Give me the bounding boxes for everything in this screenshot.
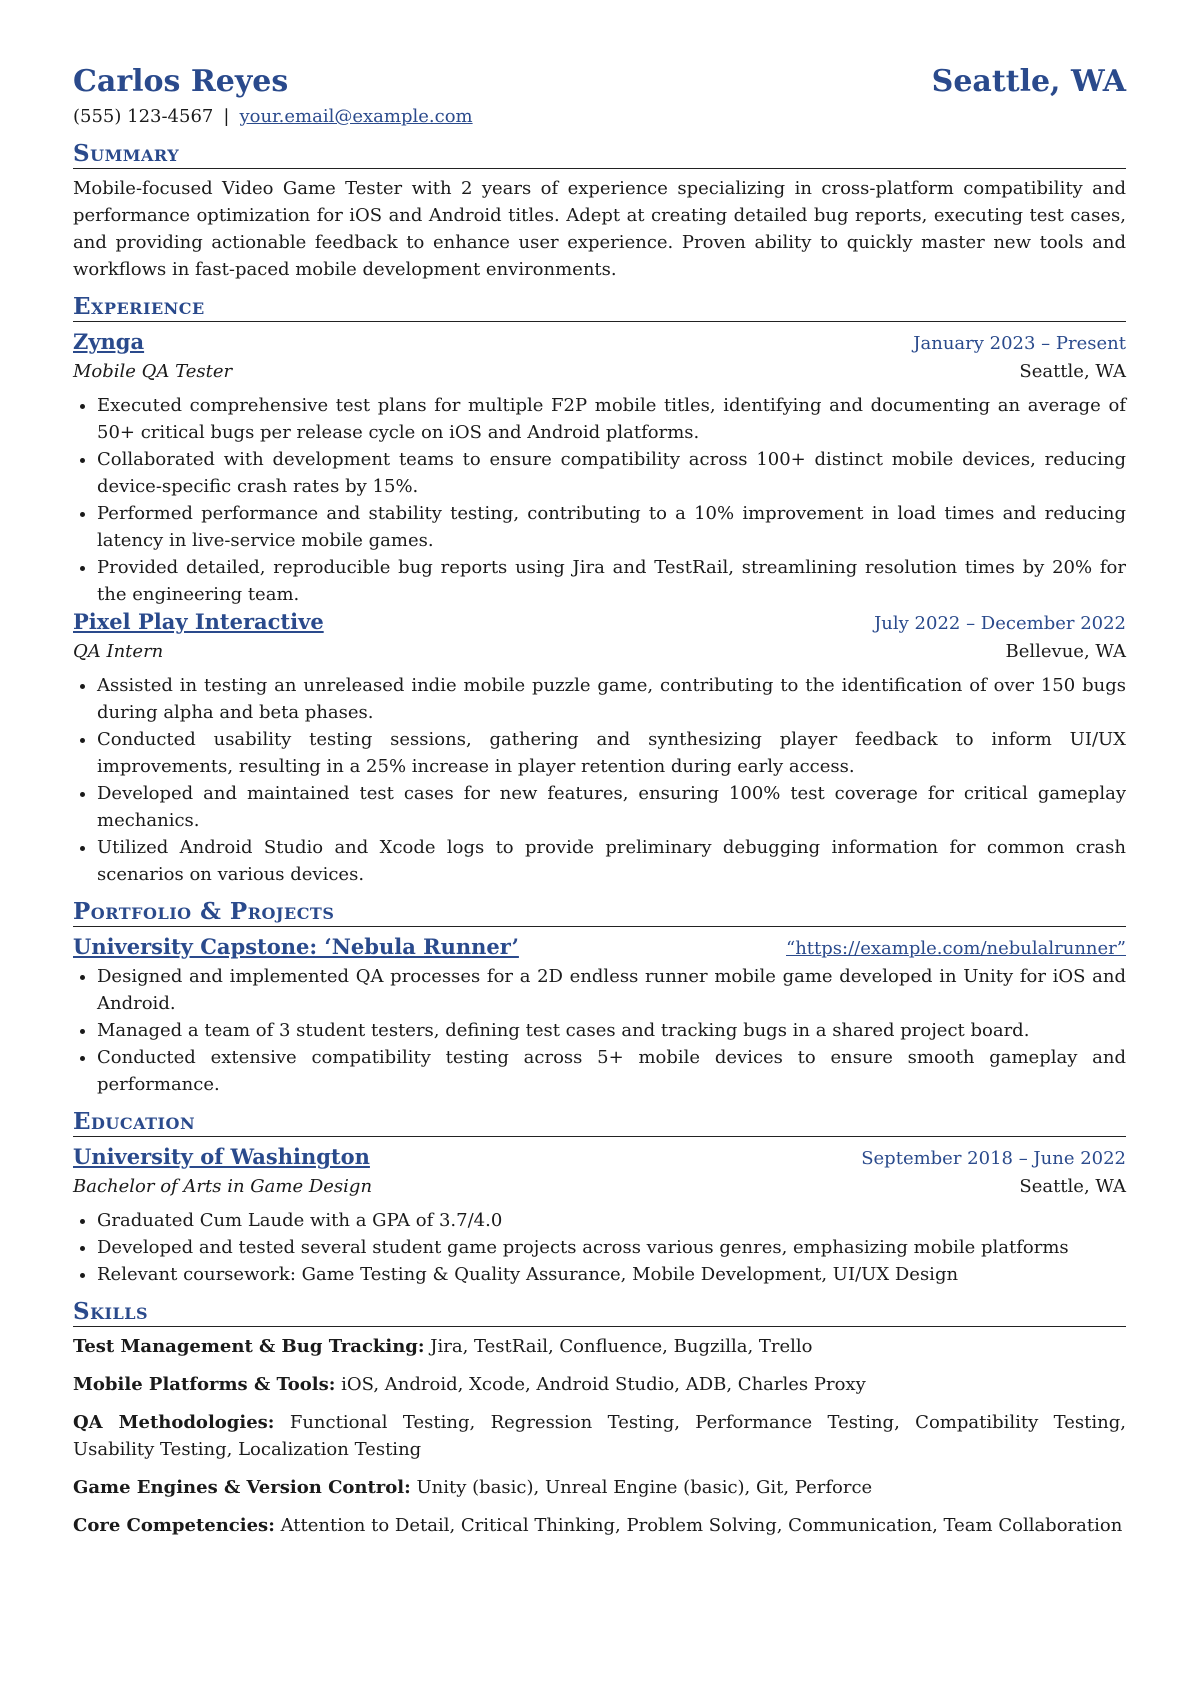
job-entry xyxy=(73,328,1126,608)
skill-label: QA Methodologies: xyxy=(73,1412,275,1433)
project-entry xyxy=(73,933,1126,1098)
projects-section xyxy=(73,898,1126,1098)
summary-section xyxy=(73,140,1126,283)
list-item: • Provided detailed, reproducible bug reports using Jira and TestRail, streamlining resolution times by 20% for the engineering team. xyxy=(97,554,1126,608)
contact-line xyxy=(73,104,1126,130)
education-location: Seattle, WA xyxy=(1019,1176,1126,1197)
summary-title: Summary xyxy=(73,140,1126,169)
education-bullets xyxy=(73,1207,1126,1288)
candidate-name: Carlos Reyes xyxy=(73,64,289,99)
education-section xyxy=(73,1108,1126,1288)
skill-value: Functional Testing, Regression Testing, Performance Testing, Compatibility Testing, Usability Testing, Localization Testing xyxy=(73,1412,1126,1460)
skill-group xyxy=(73,1409,1126,1463)
education-dates: September 2018 – June 2022 xyxy=(861,1148,1126,1169)
list-item: • Collaborated with development teams to ensure compatibility across 100+ distinct mobile devices, reducing device-specific crash rates by 15%. xyxy=(97,446,1126,500)
experience-section xyxy=(73,293,1126,888)
skill-label: Core Competencies: xyxy=(73,1515,275,1536)
skill-label: Test Management & Bug Tracking: xyxy=(73,1336,425,1357)
list-item: • Managed a team of 3 student testers, defining test cases and tracking bugs in a shared project board. xyxy=(97,1017,1126,1044)
list-item: • Graduated Cum Laude with a GPA of 3.7/4.0 xyxy=(97,1207,1126,1234)
job-dates: July 2022 – December 2022 xyxy=(874,613,1126,634)
skills-section xyxy=(73,1298,1126,1539)
skill-value: Unity (basic), Unreal Engine (basic), Git, Perforce xyxy=(416,1477,873,1498)
skill-group xyxy=(73,1333,1126,1360)
resume-page xyxy=(73,62,1126,1550)
job-bullets xyxy=(73,672,1126,888)
list-item: • Utilized Android Studio and Xcode logs to provide preliminary debugging information for common crash scenarios on various devices. xyxy=(97,834,1126,888)
job-bullets xyxy=(73,392,1126,608)
list-item: • Assisted in testing an unreleased indie mobile puzzle game, contributing to the identification of over 150 bugs during alpha and beta phases. xyxy=(97,672,1126,726)
school-name-link[interactable]: University of Washington xyxy=(73,1144,370,1169)
list-item: • Developed and maintained test cases for new features, ensuring 100% test coverage for critical gameplay mechanics. xyxy=(97,780,1126,834)
skill-group xyxy=(73,1512,1126,1539)
resume-header xyxy=(73,62,1126,102)
list-item: • Conducted usability testing sessions, gathering and synthesizing player feedback to inform UI/UX improvements, resulting in a 25% increase in player retention during early access. xyxy=(97,726,1126,780)
job-role: QA Intern xyxy=(73,641,164,662)
skills-title: Skills xyxy=(73,1298,1126,1327)
company-name-link[interactable]: Pixel Play Interactive xyxy=(73,609,324,634)
skill-value: Attention to Detail, Critical Thinking, Problem Solving, Communication, Team Collaboration xyxy=(280,1515,1123,1536)
summary-text: Mobile-focused Video Game Tester with 2 years of experience specializing in cross-platform compatibility and performance optimization for iOS and Android titles. Adept at creating detailed bug reports, executing test cases, and providing actionable feedback to enhance user experience. Proven ability to quickly master new tools and workflows in fast-paced mobile development environments. xyxy=(73,178,1126,280)
job-dates: January 2023 – Present xyxy=(913,333,1126,354)
skill-label: Mobile Platforms & Tools: xyxy=(73,1374,336,1395)
project-url-link[interactable]: “https://example.com/nebulalrunner” xyxy=(786,938,1126,959)
projects-title: Portfolio & Projects xyxy=(73,898,1126,927)
contact-separator: | xyxy=(223,106,230,127)
job-location: Bellevue, WA xyxy=(1005,641,1126,662)
skill-value: iOS, Android, Xcode, Android Studio, ADB, Charles Proxy xyxy=(341,1374,866,1395)
project-bullets xyxy=(73,963,1126,1098)
company-name-link[interactable]: Zynga xyxy=(73,329,145,354)
project-name-link[interactable]: University Capstone: ‘Nebula Runner’ xyxy=(73,934,519,959)
skill-group xyxy=(73,1371,1126,1398)
list-item: • Designed and implemented QA processes for a 2D endless runner mobile game developed in Unity for iOS and Android. xyxy=(97,963,1126,1017)
email-link[interactable]: your.email@example.com xyxy=(239,106,473,127)
list-item: • Developed and tested several student game projects across various genres, emphasizing mobile platforms xyxy=(97,1234,1126,1261)
list-item: • Conducted extensive compatibility testing across 5+ mobile devices to ensure smooth gameplay and performance. xyxy=(97,1044,1126,1098)
job-role: Mobile QA Tester xyxy=(73,361,233,382)
phone-number: (555) 123-4567 xyxy=(73,106,214,127)
experience-title: Experience xyxy=(73,293,1126,322)
degree: Bachelor of Arts in Game Design xyxy=(73,1176,373,1197)
list-item: • Relevant coursework: Game Testing & Quality Assurance, Mobile Development, UI/UX Design xyxy=(97,1261,1126,1288)
job-entry xyxy=(73,608,1126,888)
skill-value: Jira, TestRail, Confluence, Bugzilla, Trello xyxy=(430,1336,813,1357)
candidate-location: Seattle, WA xyxy=(931,64,1126,99)
skill-label: Game Engines & Version Control: xyxy=(73,1477,411,1498)
skill-group xyxy=(73,1474,1126,1501)
list-item: • Performed performance and stability testing, contributing to a 10% improvement in load times and reducing latency in live-service mobile games. xyxy=(97,500,1126,554)
education-title: Education xyxy=(73,1108,1126,1137)
list-item: • Executed comprehensive test plans for multiple F2P mobile titles, identifying and documenting an average of 50+ critical bugs per release cycle on iOS and Android platforms. xyxy=(97,392,1126,446)
job-location: Seattle, WA xyxy=(1019,361,1126,382)
